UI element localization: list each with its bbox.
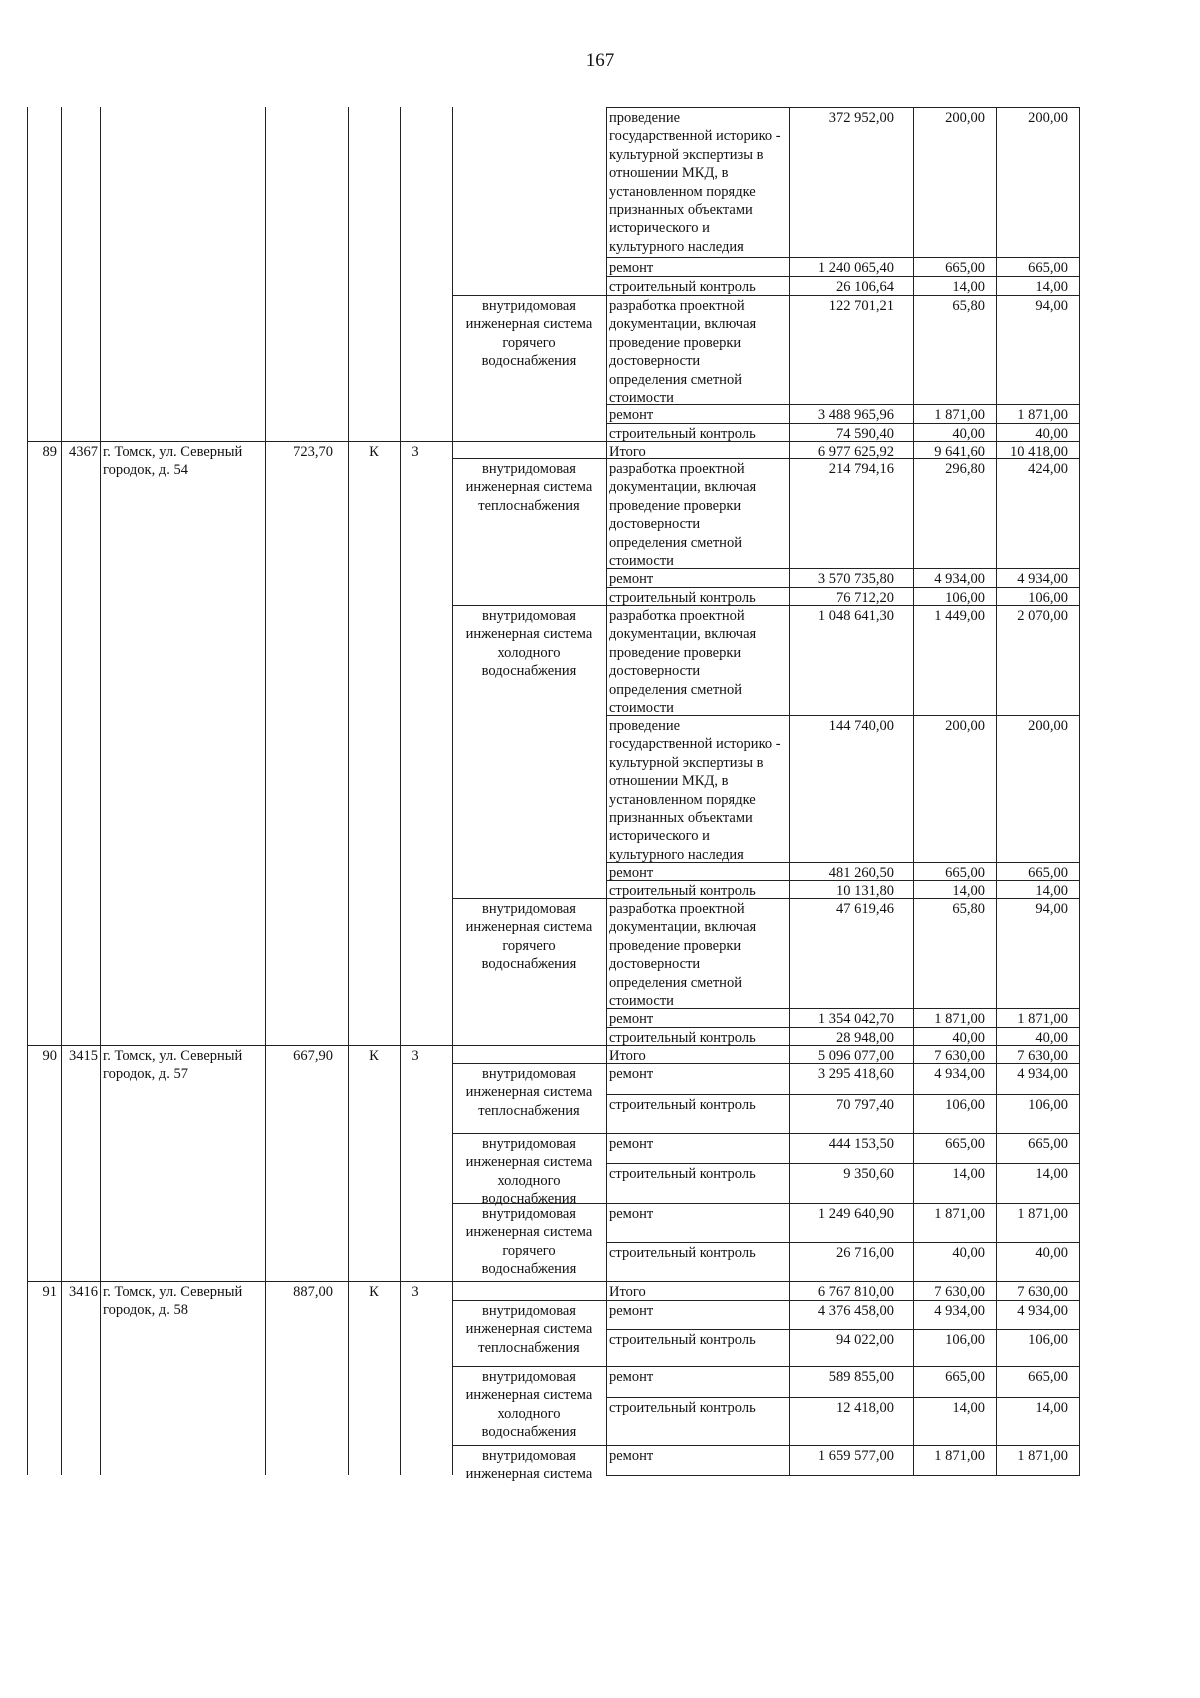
work-type-text: признанных объектами bbox=[609, 202, 753, 218]
house-code: 3415 bbox=[69, 1048, 98, 1064]
system-name-text: водоснабжения bbox=[481, 663, 577, 680]
work-type-text: Итого bbox=[609, 1284, 646, 1300]
max-unit-cost-value: 40,00 bbox=[1035, 426, 1068, 442]
system-name-text: горячего bbox=[502, 937, 556, 954]
max-unit-cost-value: 94,00 bbox=[1035, 298, 1068, 314]
work-type-text: ремонт bbox=[609, 1369, 654, 1385]
system-name-text: инженерная система bbox=[465, 316, 593, 333]
work-type-text: ремонт bbox=[609, 260, 654, 276]
system-name-text: внутридомовая bbox=[482, 1136, 576, 1152]
work-type-text: проведение проверки bbox=[609, 334, 742, 351]
system-name-text: водоснабжения bbox=[481, 1191, 577, 1208]
work-type-text: ремонт bbox=[609, 1066, 654, 1082]
address-text: г. Томск, ул. Северный bbox=[103, 444, 243, 460]
work-type-text: исторического и bbox=[609, 220, 710, 237]
unit-cost-value: 4 934,00 bbox=[934, 1066, 985, 1082]
work-type-text: проведение проверки bbox=[609, 937, 742, 954]
system-name-text: холодного bbox=[497, 1405, 561, 1422]
system-name-text: водоснабжения bbox=[481, 956, 577, 973]
column-rule bbox=[606, 107, 607, 1476]
system-name-text: теплоснабжения bbox=[478, 1339, 580, 1356]
unit-cost-value: 14,00 bbox=[952, 1166, 985, 1182]
system-name-text: горячего bbox=[502, 334, 556, 351]
cost-value: 1 249 640,90 bbox=[817, 1206, 894, 1222]
max-unit-cost-value: 200,00 bbox=[1028, 110, 1068, 126]
system-name-text: внутридомовая bbox=[482, 1303, 576, 1319]
column-rule bbox=[996, 107, 997, 1476]
work-type-text: разработка проектной bbox=[609, 461, 745, 477]
address-text: г. Томск, ул. Северный bbox=[103, 1284, 243, 1300]
work-type-text: определения сметной bbox=[609, 534, 742, 551]
unit-cost-value: 200,00 bbox=[945, 718, 985, 734]
max-unit-cost-value: 665,00 bbox=[1028, 260, 1068, 276]
system-name-text: теплоснабжения bbox=[478, 1102, 580, 1119]
column-rule bbox=[913, 107, 914, 1476]
work-type-text: документации, включая bbox=[609, 479, 757, 496]
column-rule bbox=[1079, 107, 1080, 1476]
max-unit-cost-value: 4 934,00 bbox=[1017, 1066, 1068, 1082]
work-type-text: строительный контроль bbox=[609, 1097, 756, 1113]
work-type-text: документации, включая bbox=[609, 316, 757, 333]
cost-value: 122 701,21 bbox=[828, 298, 894, 314]
work-type-text: достоверности bbox=[609, 956, 701, 973]
work-type-text: определения сметной bbox=[609, 371, 742, 388]
cost-value: 214 794,16 bbox=[828, 461, 894, 477]
work-type-text: установленном порядке bbox=[609, 791, 756, 808]
work-type-text: документации, включая bbox=[609, 626, 757, 643]
cost-value: 372 952,00 bbox=[828, 110, 894, 126]
cost-value: 481 260,50 bbox=[828, 865, 894, 881]
work-type-text: строительный контроль bbox=[609, 279, 756, 295]
works-count: 3 bbox=[411, 1048, 419, 1064]
address-text: г. Томск, ул. Северный bbox=[103, 1048, 243, 1064]
system-name-text: инженерная система bbox=[465, 1154, 593, 1171]
work-type-text: ремонт bbox=[609, 1011, 654, 1027]
work-type-text: ремонт bbox=[609, 571, 654, 587]
max-unit-cost-value: 106,00 bbox=[1028, 1097, 1068, 1113]
system-name-text: водоснабжения bbox=[481, 1261, 577, 1278]
area-value: 723,70 bbox=[293, 444, 333, 460]
system-name-text: инженерная система bbox=[465, 1084, 593, 1101]
unit-cost-value: 665,00 bbox=[945, 1369, 985, 1385]
system-name-text: водоснабжения bbox=[481, 353, 577, 370]
system-name-text: инженерная система bbox=[465, 919, 593, 936]
unit-cost-value: 1 871,00 bbox=[934, 1206, 985, 1222]
cost-value: 9 350,60 bbox=[843, 1166, 894, 1182]
unit-cost-value: 200,00 bbox=[945, 110, 985, 126]
row-number: 90 bbox=[42, 1048, 57, 1064]
address-text: городок, д. 57 bbox=[103, 1066, 188, 1083]
work-type-text: разработка проектной bbox=[609, 901, 745, 917]
unit-cost-value: 65,80 bbox=[952, 298, 985, 314]
cost-value: 589 855,00 bbox=[828, 1369, 894, 1385]
max-unit-cost-value: 94,00 bbox=[1035, 901, 1068, 917]
work-type-text: проведение проверки bbox=[609, 644, 742, 661]
work-type-text: ремонт bbox=[609, 865, 654, 881]
column-rule bbox=[400, 107, 401, 1475]
work-type-text: стоимости bbox=[609, 993, 674, 1009]
work-type-text: ремонт bbox=[609, 1206, 654, 1222]
max-unit-cost-value: 1 871,00 bbox=[1017, 407, 1068, 423]
work-type-text: определения сметной bbox=[609, 681, 742, 698]
column-rule bbox=[27, 107, 28, 1475]
work-type-text: строительный контроль bbox=[609, 1166, 756, 1182]
work-type-text: стоимости bbox=[609, 553, 674, 569]
unit-cost-value: 4 934,00 bbox=[934, 1303, 985, 1319]
unit-cost-value: 7 630,00 bbox=[934, 1284, 985, 1300]
unit-cost-value: 106,00 bbox=[945, 1097, 985, 1113]
max-unit-cost-value: 4 934,00 bbox=[1017, 571, 1068, 587]
cost-value: 4 376 458,00 bbox=[817, 1303, 894, 1319]
work-type-text: культурного наследия bbox=[609, 846, 744, 863]
unit-cost-value: 40,00 bbox=[952, 1245, 985, 1261]
address-text: городок, д. 54 bbox=[103, 462, 188, 479]
system-name-text: инженерная система bbox=[465, 626, 593, 643]
cost-value: 10 131,80 bbox=[836, 883, 894, 899]
max-unit-cost-value: 106,00 bbox=[1028, 590, 1068, 606]
work-type-text: государственной историко - bbox=[609, 736, 781, 753]
system-name-text: инженерная система bbox=[465, 1466, 593, 1483]
cost-value: 6 767 810,00 bbox=[817, 1284, 894, 1300]
work-type-text: проведение проверки bbox=[609, 497, 742, 514]
column-rule bbox=[452, 107, 453, 1475]
column-rule bbox=[789, 107, 790, 1476]
max-unit-cost-value: 1 871,00 bbox=[1017, 1011, 1068, 1027]
system-name-text: внутридомовая bbox=[482, 1066, 576, 1082]
unit-cost-value: 1 871,00 bbox=[934, 1448, 985, 1464]
system-name-text: инженерная система bbox=[465, 1387, 593, 1404]
work-type-text: ремонт bbox=[609, 1448, 654, 1464]
work-type-text: признанных объектами bbox=[609, 810, 753, 826]
work-type-text: разработка проектной bbox=[609, 608, 745, 624]
max-unit-cost-value: 665,00 bbox=[1028, 1369, 1068, 1385]
cost-value: 12 418,00 bbox=[836, 1400, 894, 1416]
cost-value: 5 096 077,00 bbox=[817, 1048, 894, 1064]
work-type-text: достоверности bbox=[609, 353, 701, 370]
system-name-text: инженерная система bbox=[465, 1321, 593, 1338]
work-type-text: строительный контроль bbox=[609, 590, 756, 606]
unit-cost-value: 1 871,00 bbox=[934, 1011, 985, 1027]
work-type-text: строительный контроль bbox=[609, 426, 756, 442]
max-unit-cost-value: 2 070,00 bbox=[1017, 608, 1068, 624]
work-type-text: ремонт bbox=[609, 1303, 654, 1319]
column-rule bbox=[265, 107, 266, 1475]
work-type-text: достоверности bbox=[609, 663, 701, 680]
fund-type: К bbox=[369, 1284, 379, 1300]
cost-value: 3 488 965,96 bbox=[817, 407, 894, 423]
max-unit-cost-value: 424,00 bbox=[1028, 461, 1068, 477]
work-type-text: стоимости bbox=[609, 700, 674, 716]
unit-cost-value: 665,00 bbox=[945, 260, 985, 276]
cost-value: 76 712,20 bbox=[836, 590, 894, 606]
system-name-text: горячего bbox=[502, 1242, 556, 1259]
max-unit-cost-value: 1 871,00 bbox=[1017, 1206, 1068, 1222]
work-type-text: исторического и bbox=[609, 828, 710, 845]
unit-cost-value: 106,00 bbox=[945, 1332, 985, 1348]
cost-value: 26 716,00 bbox=[836, 1245, 894, 1261]
work-type-text: культурной экспертизы в bbox=[609, 146, 764, 163]
column-rule bbox=[61, 107, 62, 1475]
system-name-text: инженерная система bbox=[465, 1224, 593, 1241]
max-unit-cost-value: 7 630,00 bbox=[1017, 1284, 1068, 1300]
unit-cost-value: 1 449,00 bbox=[934, 608, 985, 624]
cost-value: 26 106,64 bbox=[836, 279, 894, 295]
work-type-text: проведение bbox=[609, 110, 681, 126]
work-type-text: установленном порядке bbox=[609, 183, 756, 200]
house-code: 4367 bbox=[69, 444, 98, 460]
work-type-text: строительный контроль bbox=[609, 1400, 756, 1416]
system-name-text: внутридомовая bbox=[482, 298, 576, 314]
unit-cost-value: 14,00 bbox=[952, 279, 985, 295]
work-type-text: строительный контроль bbox=[609, 1332, 756, 1348]
fund-type: К bbox=[369, 444, 379, 460]
max-unit-cost-value: 200,00 bbox=[1028, 718, 1068, 734]
row-number: 89 bbox=[42, 444, 57, 460]
cost-value: 1 659 577,00 bbox=[817, 1448, 894, 1464]
work-type-text: отношении МКД, в bbox=[609, 773, 729, 790]
cost-value: 3 570 735,80 bbox=[817, 571, 894, 587]
work-type-text: документации, включая bbox=[609, 919, 757, 936]
house-code: 3416 bbox=[69, 1284, 98, 1300]
column-rule bbox=[348, 107, 349, 1475]
work-type-text: строительный контроль bbox=[609, 1030, 756, 1046]
work-type-text: строительный контроль bbox=[609, 1245, 756, 1261]
cost-value: 70 797,40 bbox=[836, 1097, 894, 1113]
max-unit-cost-value: 14,00 bbox=[1035, 279, 1068, 295]
page-number: 167 bbox=[585, 50, 615, 71]
max-unit-cost-value: 14,00 bbox=[1035, 883, 1068, 899]
area-value: 667,90 bbox=[293, 1048, 333, 1064]
unit-cost-value: 9 641,60 bbox=[934, 444, 985, 460]
unit-cost-value: 7 630,00 bbox=[934, 1048, 985, 1064]
work-type-text: Итого bbox=[609, 444, 646, 460]
system-name-text: инженерная система bbox=[465, 479, 593, 496]
column-rule bbox=[100, 107, 101, 1475]
max-unit-cost-value: 40,00 bbox=[1035, 1245, 1068, 1261]
work-type-text: достоверности bbox=[609, 516, 701, 533]
max-unit-cost-value: 40,00 bbox=[1035, 1030, 1068, 1046]
cost-value: 74 590,40 bbox=[836, 426, 894, 442]
cost-value: 28 948,00 bbox=[836, 1030, 894, 1046]
system-name-text: внутридомовая bbox=[482, 1448, 576, 1464]
work-type-text: стоимости bbox=[609, 390, 674, 406]
works-count: 3 bbox=[411, 1284, 419, 1300]
work-type-text: ремонт bbox=[609, 1136, 654, 1152]
cost-value: 47 619,46 bbox=[836, 901, 894, 917]
unit-cost-value: 14,00 bbox=[952, 1400, 985, 1416]
system-name-text: внутридомовая bbox=[482, 461, 576, 477]
work-type-text: культурной экспертизы в bbox=[609, 754, 764, 771]
max-unit-cost-value: 665,00 bbox=[1028, 865, 1068, 881]
row-number: 91 bbox=[42, 1284, 57, 1300]
max-unit-cost-value: 4 934,00 bbox=[1017, 1303, 1068, 1319]
unit-cost-value: 40,00 bbox=[952, 1030, 985, 1046]
fund-type: К bbox=[369, 1048, 379, 1064]
system-name-text: внутридомовая bbox=[482, 1206, 576, 1222]
work-type-text: Итого bbox=[609, 1048, 646, 1064]
cost-value: 6 977 625,92 bbox=[817, 444, 894, 460]
unit-cost-value: 665,00 bbox=[945, 865, 985, 881]
unit-cost-value: 4 934,00 bbox=[934, 571, 985, 587]
work-type-text: определения сметной bbox=[609, 974, 742, 991]
cost-value: 1 354 042,70 bbox=[817, 1011, 894, 1027]
system-name-text: теплоснабжения bbox=[478, 497, 580, 514]
max-unit-cost-value: 14,00 bbox=[1035, 1400, 1068, 1416]
address-text: городок, д. 58 bbox=[103, 1302, 188, 1319]
unit-cost-value: 1 871,00 bbox=[934, 407, 985, 423]
system-name-text: внутридомовая bbox=[482, 1369, 576, 1385]
work-type-text: отношении МКД, в bbox=[609, 165, 729, 182]
max-unit-cost-value: 10 418,00 bbox=[1010, 444, 1068, 460]
cost-value: 1 240 065,40 bbox=[817, 260, 894, 276]
system-name-text: водоснабжения bbox=[481, 1424, 577, 1441]
max-unit-cost-value: 1 871,00 bbox=[1017, 1448, 1068, 1464]
max-unit-cost-value: 106,00 bbox=[1028, 1332, 1068, 1348]
cost-value: 144 740,00 bbox=[828, 718, 894, 734]
system-name-text: холодного bbox=[497, 1172, 561, 1189]
work-type-text: строительный контроль bbox=[609, 883, 756, 899]
cost-value: 444 153,50 bbox=[828, 1136, 894, 1152]
unit-cost-value: 65,80 bbox=[952, 901, 985, 917]
cost-value: 94 022,00 bbox=[836, 1332, 894, 1348]
max-unit-cost-value: 665,00 bbox=[1028, 1136, 1068, 1152]
system-name-text: внутридомовая bbox=[482, 608, 576, 624]
work-type-text: ремонт bbox=[609, 407, 654, 423]
work-type-text: государственной историко - bbox=[609, 128, 781, 145]
unit-cost-value: 665,00 bbox=[945, 1136, 985, 1152]
unit-cost-value: 106,00 bbox=[945, 590, 985, 606]
cost-value: 3 295 418,60 bbox=[817, 1066, 894, 1082]
unit-cost-value: 296,80 bbox=[945, 461, 985, 477]
work-type-text: проведение bbox=[609, 718, 681, 734]
works-count: 3 bbox=[411, 444, 419, 460]
max-unit-cost-value: 14,00 bbox=[1035, 1166, 1068, 1182]
system-name-text: холодного bbox=[497, 644, 561, 661]
max-unit-cost-value: 7 630,00 bbox=[1017, 1048, 1068, 1064]
system-name-text: внутридомовая bbox=[482, 901, 576, 917]
unit-cost-value: 14,00 bbox=[952, 883, 985, 899]
cost-value: 1 048 641,30 bbox=[817, 608, 894, 624]
unit-cost-value: 40,00 bbox=[952, 426, 985, 442]
row-rule bbox=[606, 1475, 1080, 1476]
work-type-text: разработка проектной bbox=[609, 298, 745, 314]
area-value: 887,00 bbox=[293, 1284, 333, 1300]
work-type-text: культурного наследия bbox=[609, 238, 744, 255]
